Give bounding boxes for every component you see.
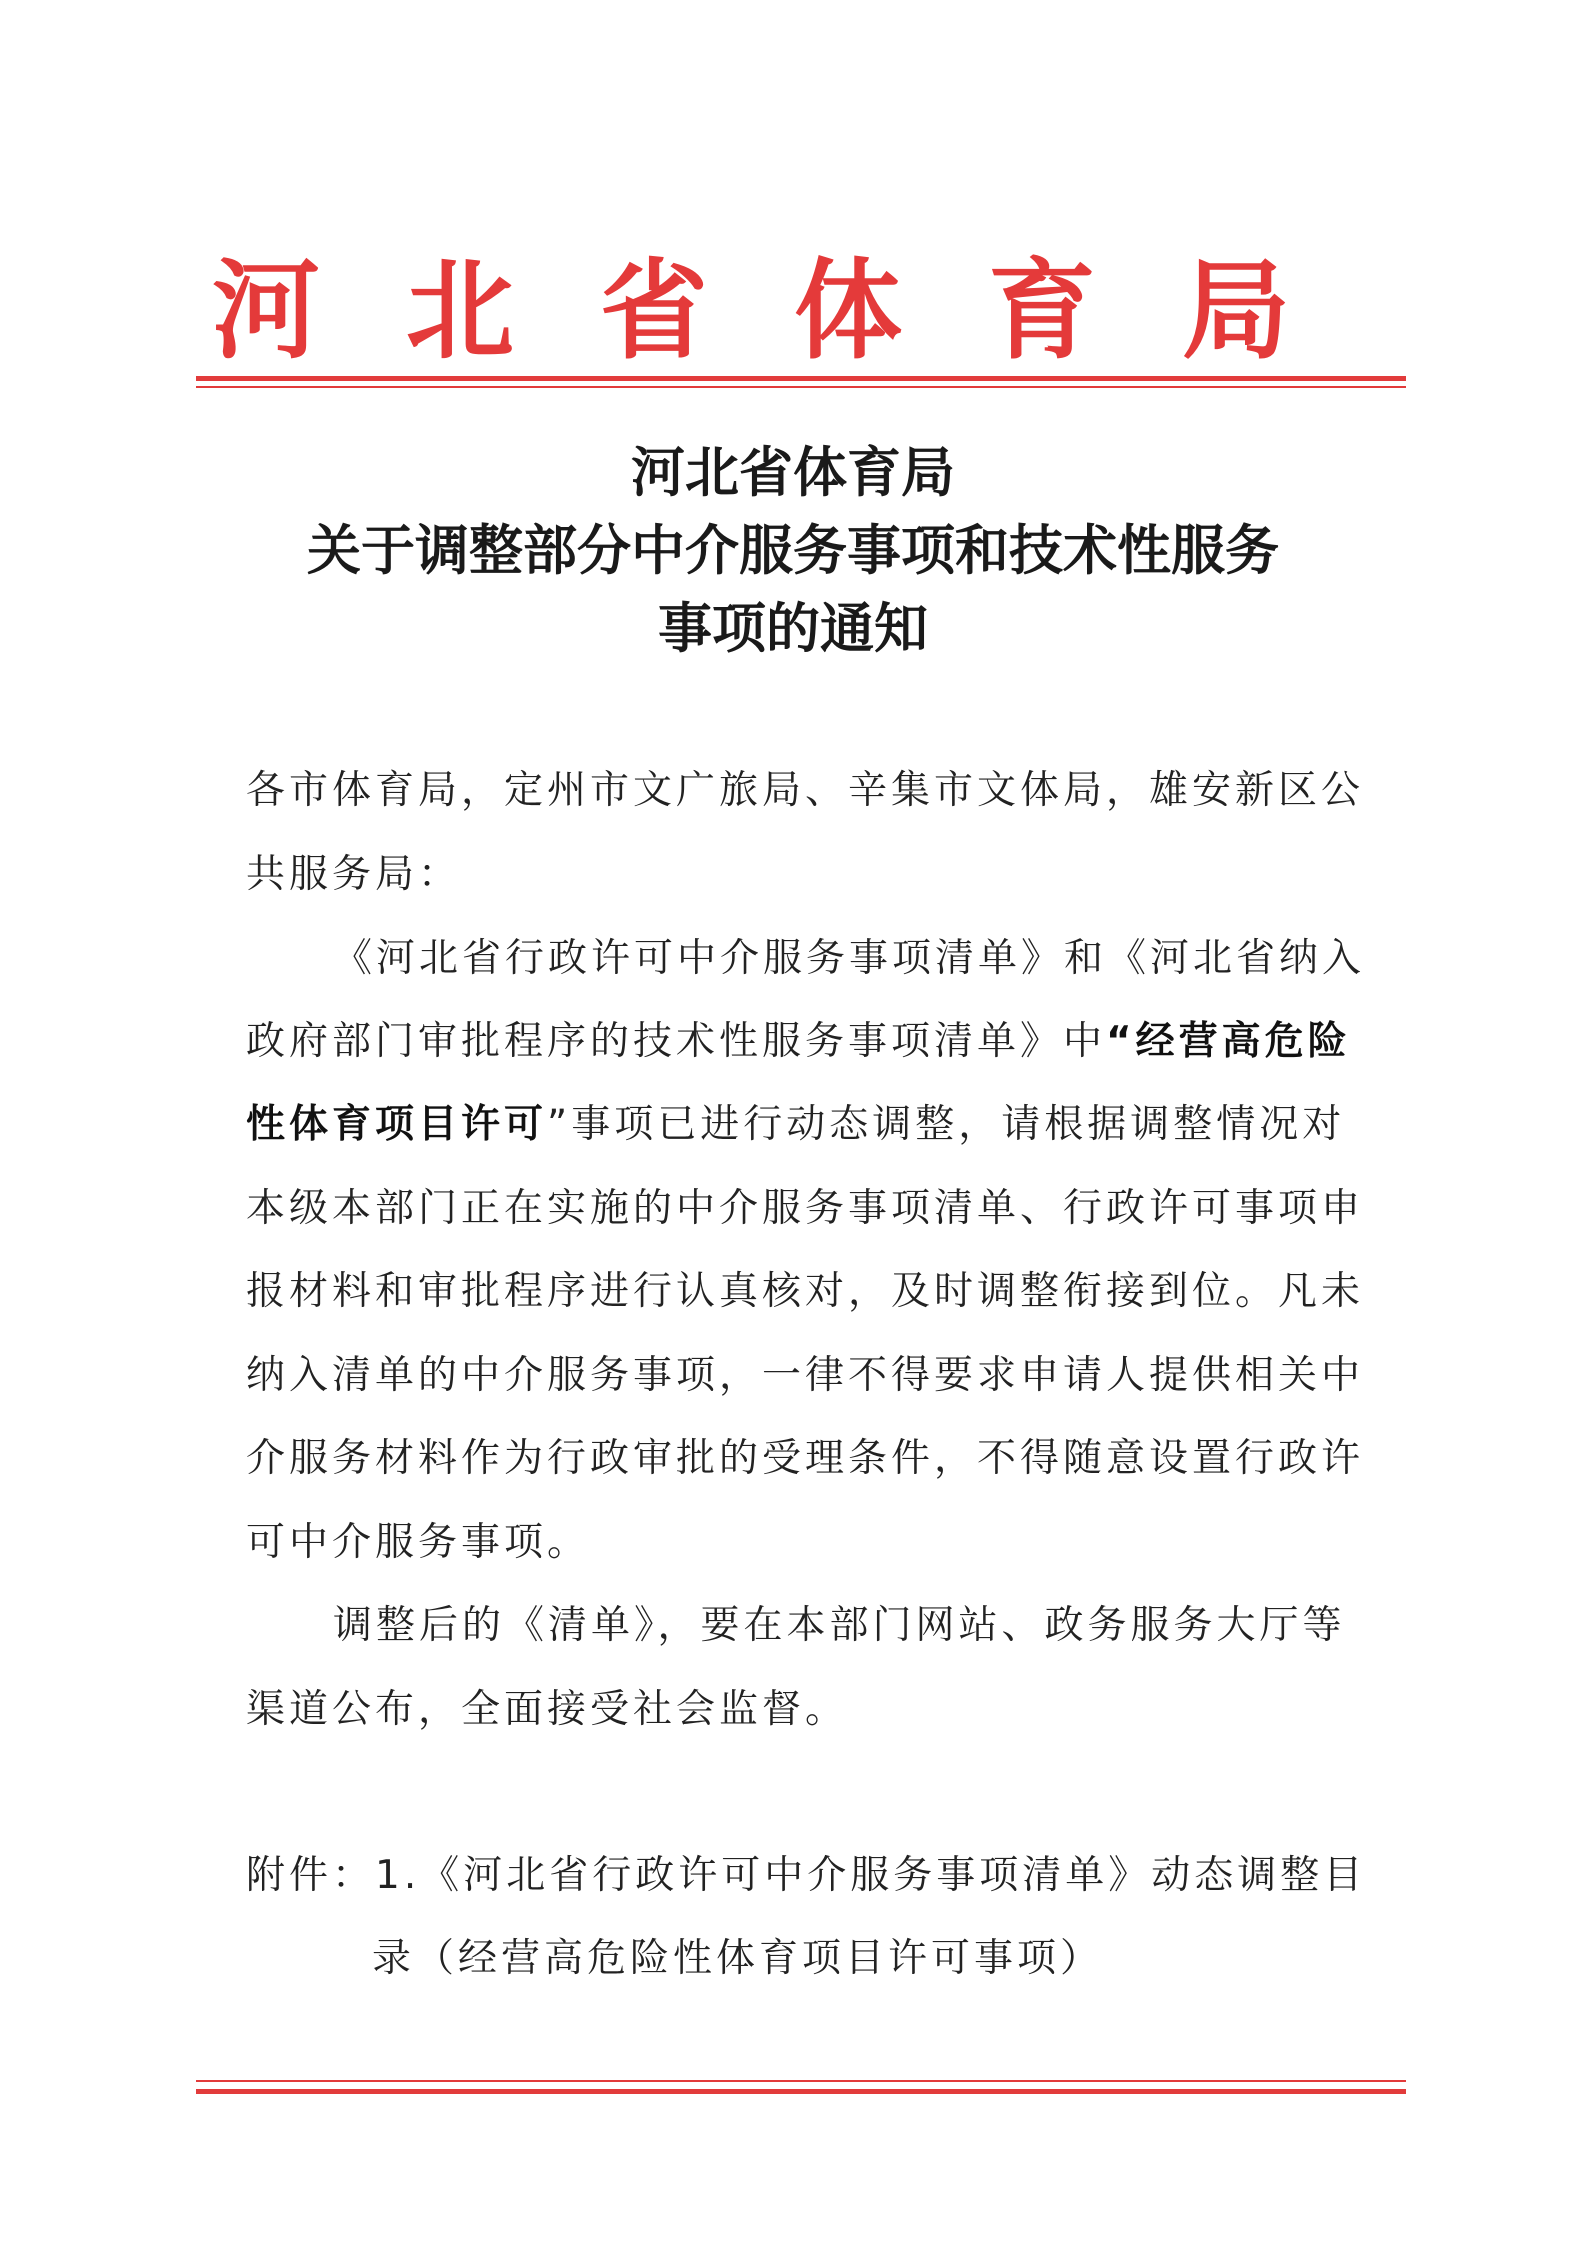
- highlighted-item-name: 性体育项目许可: [246, 1102, 548, 1147]
- addressee-line-1: 各市体育局，定州市文广旅局、辛集市文体局，雄安新区公: [246, 768, 1365, 813]
- paragraph-1-line-6: 纳入清单的中介服务事项，一律不得要求申请人提供相关中: [246, 1353, 1365, 1398]
- letterhead-char: 河: [211, 247, 320, 374]
- paragraph-1-line-8: 可中介服务事项。: [246, 1520, 591, 1565]
- footer-rule-thick: [196, 2089, 1406, 2094]
- letterhead-char: 育: [987, 247, 1096, 374]
- body-text: 政府部门审批程序的技术性服务事项清单》中: [246, 1019, 1107, 1064]
- paragraph-1-line-5: 报材料和审批程序进行认真核对，及时调整衔接到位。凡未: [246, 1269, 1365, 1314]
- doc-title-line-1: 河北省体育局: [631, 440, 955, 504]
- letterhead-rule-thick: [196, 376, 1406, 381]
- attachment-line-1: 附件：1.《河北省行政许可中介服务事项清单》动态调整目: [246, 1853, 1367, 1898]
- paragraph-2-line-1: 调整后的《清单》，要在本部门网站、政务服务大厅等: [333, 1603, 1346, 1648]
- letterhead-char: 体: [793, 247, 902, 374]
- letterhead-rule-thin: [196, 386, 1406, 388]
- paragraph-2-line-2: 渠道公布，全面接受社会监督。: [246, 1687, 849, 1732]
- letterhead-char: 北: [405, 247, 514, 374]
- doc-title-line-2: 关于调整部分中介服务事项和技术性服务: [307, 518, 1279, 582]
- paragraph-1-line-1: 《河北省行政许可中介服务事项清单》和《河北省纳入: [333, 936, 1366, 981]
- body-text: ”事项已进行动态调整，请根据调整情况对: [547, 1102, 1346, 1147]
- paragraph-1-line-2: [246, 1013, 1351, 1071]
- paragraph-1-line-3: [246, 1096, 1346, 1154]
- paragraph-1-line-7: 介服务材料作为行政审批的受理条件，不得随意设置行政许: [246, 1436, 1365, 1481]
- paragraph-1-line-4: 本级本部门正在实施的中介服务事项清单、行政许可事项申: [246, 1186, 1365, 1231]
- highlighted-item-name: “经营高危险: [1106, 1019, 1351, 1064]
- letterhead-title: [196, 236, 1306, 374]
- letterhead-char: 省: [599, 247, 708, 374]
- letterhead-char: 局: [1181, 247, 1290, 374]
- addressee-line-2: 共服务局：: [246, 852, 462, 897]
- attachment-line-2: 录（经营高危险性体育项目许可事项）: [372, 1936, 1104, 1981]
- footer-rule-thin: [196, 2080, 1406, 2082]
- doc-title-line-3: 事项的通知: [658, 596, 928, 660]
